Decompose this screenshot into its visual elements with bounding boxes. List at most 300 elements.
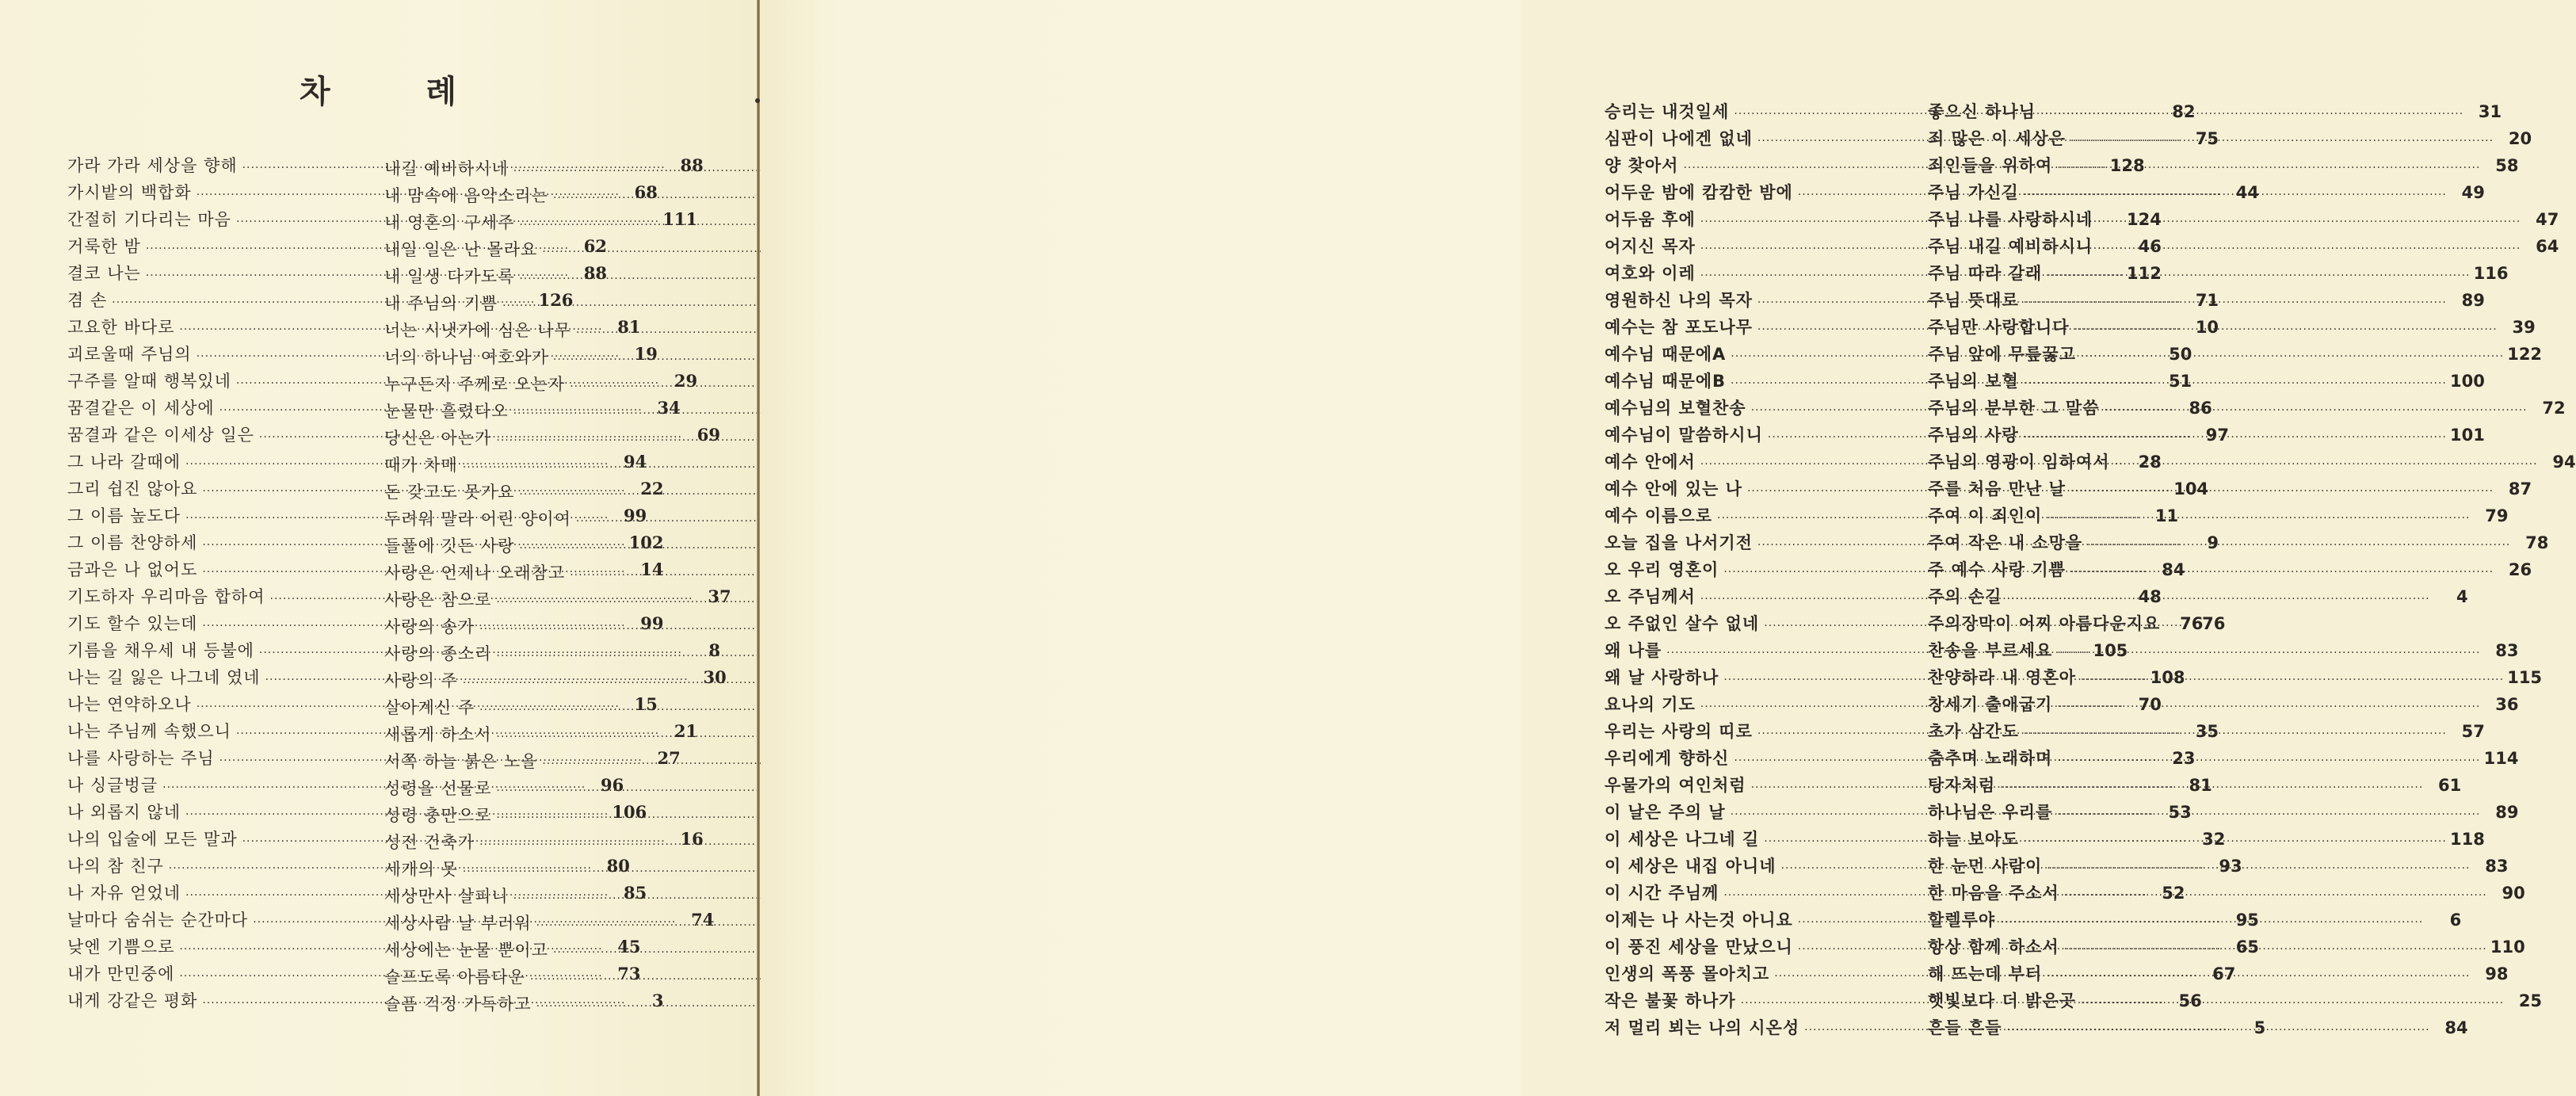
entry-title: 예수는 참 포도나무 xyxy=(1605,318,1753,337)
entry-page-number: 105 xyxy=(2093,641,2128,660)
entry-title: 꿈결과 같은 이세상 일은 xyxy=(67,426,254,445)
entry-title: 그 이름 찬양하세 xyxy=(67,533,198,552)
entry-page-number: 25 xyxy=(2518,991,2543,1010)
entry-title: 나의 참 친구 xyxy=(67,857,164,876)
toc-entry xyxy=(1928,233,2559,260)
entry-title: 구주를 알때 행복있네 xyxy=(67,372,231,391)
entry-title: 주님 나를 사랑하시네 xyxy=(1928,210,2093,229)
entry-page-number: 79 xyxy=(2485,506,2509,525)
dot-leader xyxy=(2006,1017,2429,1044)
dot-leader xyxy=(2081,666,2504,693)
entry-title: 돈 갖고도 못가요 xyxy=(384,483,515,502)
entry-page-number: 72 xyxy=(2542,399,2566,418)
entry-title: 오늘 집을 나서기전 xyxy=(1605,533,1753,552)
entry-title: 성령 충만으로 xyxy=(384,806,492,825)
entry-title: 슬프도록 아름다운 xyxy=(384,968,525,987)
entry-title: 나의 입술에 모든 말과 xyxy=(67,830,238,849)
entry-page-number: 126 xyxy=(538,290,574,310)
entry-title: 세개의 못 xyxy=(384,860,458,879)
entry-page-number: 75 xyxy=(2195,129,2219,148)
entry-title: 한 눈먼 사람이 xyxy=(1928,857,2043,876)
entry-page-number: 80 xyxy=(606,856,630,876)
toc-entry xyxy=(384,452,660,479)
entry-page-number: 53 xyxy=(2168,803,2192,822)
entry-page-number: 116 xyxy=(2473,264,2509,283)
dot-leader xyxy=(2057,747,2480,774)
entry-page-number: 68 xyxy=(634,182,658,202)
entry-title: 날마다 숨쉬는 순간마다 xyxy=(67,911,249,930)
entry-page-number: 86 xyxy=(2189,399,2212,418)
toc-entry xyxy=(1928,556,2532,583)
entry-title: 하늘 보아도 xyxy=(1928,830,2019,849)
toc-entry xyxy=(1928,664,2543,691)
toc-entry xyxy=(1928,691,2519,718)
entry-page-number: 6 xyxy=(2449,911,2462,930)
entry-page-number: 124 xyxy=(2127,210,2162,229)
entry-title: 두려워 말라 어린 양이여 xyxy=(384,510,571,529)
entry-title: 나 자유 얻었네 xyxy=(67,884,181,903)
entry-title: 한 마음을 주소서 xyxy=(1928,884,2059,903)
entry-page-number: 108 xyxy=(2150,668,2185,687)
entry-title: 저 멀리 뵈는 나의 시온성 xyxy=(1605,1018,1800,1037)
entry-page-number: 14 xyxy=(640,559,664,579)
entry-page-number: 76 xyxy=(2180,614,2204,633)
toc-entry xyxy=(384,371,660,398)
entry-title: 오 주님께서 xyxy=(1605,587,1696,606)
toc-entry xyxy=(1928,529,2549,556)
spine-mark xyxy=(755,98,760,103)
entry-title: 세상사람 날 부러워 xyxy=(384,914,532,933)
entry-title: 내일 일은 난 몰라요 xyxy=(384,240,538,259)
toc-entry xyxy=(384,182,660,209)
toc-entry xyxy=(1928,152,2519,179)
entry-title: 창세기 출애굽기 xyxy=(1928,695,2053,714)
entry-title: 주여 작은 내 소망을 xyxy=(1928,533,2083,552)
entry-title: 너의 하나님 여호와가 xyxy=(384,348,548,367)
dot-leader xyxy=(2097,235,2521,262)
toc-entry xyxy=(1928,987,2543,1014)
entry-title: 나는 연약하오나 xyxy=(67,695,192,714)
entry-title: 가라 가라 세상을 향해 xyxy=(67,156,238,175)
dot-leader xyxy=(2024,720,2447,747)
toc-entry xyxy=(1928,341,2543,368)
dot-leader xyxy=(2114,451,2537,478)
entry-page-number: 23 xyxy=(2172,749,2196,768)
toc-entry xyxy=(384,883,660,910)
entry-title: 사랑의 송가 xyxy=(384,617,475,636)
entry-title: 사랑은 언제나 오래참고 xyxy=(384,563,566,582)
entry-page-number: 89 xyxy=(2495,803,2519,822)
entry-title: 이 시간 주님께 xyxy=(1605,884,1719,903)
entry-page-number: 34 xyxy=(657,398,681,418)
entry-page-number: 99 xyxy=(623,506,647,525)
entry-page-number: 28 xyxy=(2138,453,2162,472)
entry-title: 당신은 아는가 xyxy=(384,429,492,448)
dot-leader xyxy=(2105,397,2528,424)
dot-leader xyxy=(2057,155,2480,181)
entry-title: 어두운 밤에 캄캄한 밤에 xyxy=(1605,183,1793,202)
toc-entry xyxy=(384,937,660,964)
entry-title: 서쪽 하늘 붉은 노을 xyxy=(384,752,538,771)
toc-entry xyxy=(384,425,660,452)
book-spine xyxy=(757,0,760,1096)
entry-page-number: 46 xyxy=(2138,237,2162,256)
dot-leader xyxy=(2047,855,2470,882)
entry-page-number: 52 xyxy=(2162,884,2185,903)
entry-title: 나는 길 잃은 나그네 였네 xyxy=(67,668,261,687)
toc-column-2 xyxy=(384,155,660,1018)
toc-entry xyxy=(1928,637,2519,664)
toc-entry xyxy=(1928,475,2532,502)
entry-page-number: 64 xyxy=(2536,237,2559,256)
entry-title: 성령을 선물로 xyxy=(384,779,492,798)
dot-leader xyxy=(2047,505,2470,532)
entry-page-number: 100 xyxy=(2450,372,2485,391)
dot-leader xyxy=(2047,963,2470,990)
entry-page-number: 70 xyxy=(2138,695,2162,714)
dot-leader xyxy=(2087,532,2510,559)
entry-page-number: 88 xyxy=(680,155,704,175)
entry-page-number: 3 xyxy=(651,991,664,1010)
entry-page-number: 112 xyxy=(2127,264,2162,283)
toc-entry xyxy=(384,398,660,425)
entry-page-number: 30 xyxy=(703,667,727,687)
entry-page-number: 93 xyxy=(2219,857,2242,876)
entry-page-number: 78 xyxy=(2525,533,2549,552)
entry-page-number: 10 xyxy=(2195,318,2219,337)
entry-page-number: 101 xyxy=(2450,426,2485,445)
entry-title: 내길 예비하시네 xyxy=(384,159,509,178)
entry-title: 하나님은 우리를 xyxy=(1928,803,2053,822)
entry-title: 이 세상은 나그네 길 xyxy=(1605,830,1760,849)
entry-page-number: 29 xyxy=(674,371,698,391)
entry-page-number: 57 xyxy=(2461,722,2485,741)
dot-leader xyxy=(2024,370,2447,397)
toc-entry xyxy=(1928,206,2559,233)
entry-page-number: 81 xyxy=(617,317,641,337)
entry-title: 내 주님의 기쁨 xyxy=(384,294,498,313)
entry-title: 세상만사 살피니 xyxy=(384,887,509,906)
entry-page-number: 35 xyxy=(2195,722,2219,741)
entry-title: 인생의 폭풍 몰아치고 xyxy=(1605,964,1770,983)
entry-page-number: 62 xyxy=(583,236,607,256)
entry-page-number: 5 xyxy=(2254,1018,2266,1037)
entry-title: 오 주없인 살수 없네 xyxy=(1605,614,1760,633)
entry-page-number: 104 xyxy=(2173,479,2209,498)
entry-title: 주의장막이 어찌 아름다운지요 xyxy=(1928,614,2161,633)
entry-title: 기름을 채우세 내 등불에 xyxy=(67,641,254,660)
entry-page-number: 51 xyxy=(2168,372,2192,391)
entry-title: 탕자처럼 xyxy=(1928,776,1996,795)
entry-page-number: 81 xyxy=(2189,776,2212,795)
entry-title: 주님의 영광이 임하여서 xyxy=(1928,453,2110,472)
entry-title: 양 찾아서 xyxy=(1605,156,1679,175)
toc-entry xyxy=(1928,799,2519,826)
entry-page-number: 96 xyxy=(601,775,624,795)
entry-title: 나 외롭지 않네 xyxy=(67,803,181,822)
toc-entry xyxy=(384,910,660,937)
entry-title: 주 예수 사랑 기쁨 xyxy=(1928,560,2066,579)
entry-title: 내 맘속에 음악소리는 xyxy=(384,186,548,205)
entry-page-number: 128 xyxy=(2109,156,2145,175)
dot-leader xyxy=(2097,208,2521,235)
entry-title: 때가 차매 xyxy=(384,456,458,475)
entry-title: 주님의 분부한 그 말씀 xyxy=(1928,399,2100,418)
toc-entry xyxy=(1928,502,2509,529)
entry-title: 들풀에 깃든 사랑 xyxy=(384,537,515,556)
entry-page-number: 50 xyxy=(2169,345,2192,364)
toc-entry xyxy=(1928,583,2468,610)
entry-page-number: 47 xyxy=(2536,210,2559,229)
dot-leader xyxy=(2000,909,2423,936)
entry-page-number: 95 xyxy=(2235,911,2259,930)
entry-page-number: 56 xyxy=(2178,991,2202,1010)
entry-title: 그 나라 갈때에 xyxy=(67,453,181,472)
entry-page-number: 118 xyxy=(2450,830,2485,849)
dot-leader xyxy=(2024,289,2447,316)
toc-entry xyxy=(384,667,660,694)
toc-entry xyxy=(384,559,660,586)
entry-page-number: 110 xyxy=(2490,938,2525,957)
entry-title: 낮엔 기쁨으로 xyxy=(67,938,175,957)
entry-title: 성전 건축가 xyxy=(384,833,475,852)
toc-entry xyxy=(1928,1014,2468,1041)
entry-title: 간절히 기다리는 마음 xyxy=(67,210,231,229)
toc-entry xyxy=(1928,260,2509,287)
entry-page-number: 20 xyxy=(2508,129,2532,148)
toc-entry xyxy=(384,290,660,317)
title-char-1: 차 xyxy=(300,74,332,110)
dot-leader xyxy=(2000,774,2423,801)
entry-title: 주님 내길 예비하시니 xyxy=(1928,237,2093,256)
entry-title: 춤추며 노래하며 xyxy=(1928,749,2053,768)
dot-leader xyxy=(2070,559,2494,586)
entry-page-number: 58 xyxy=(2495,156,2519,175)
dot-leader xyxy=(2064,882,2487,909)
entry-page-number: 90 xyxy=(2502,884,2525,903)
toc-entry xyxy=(384,829,660,856)
entry-title: 우리는 사랑의 띠로 xyxy=(1605,722,1753,741)
entry-title: 가시밭의 백합화 xyxy=(67,183,192,202)
toc-entry xyxy=(384,640,660,667)
entry-title: 그리 쉽진 않아요 xyxy=(67,479,198,498)
toc-entry xyxy=(384,479,660,506)
entry-page-number: 27 xyxy=(657,748,681,768)
entry-title: 사랑의 주 xyxy=(384,671,458,690)
entry-title: 어두움 후에 xyxy=(1605,210,1696,229)
entry-title: 주님만 사랑합니다 xyxy=(1928,318,2070,337)
entry-title: 초가 삼간도 xyxy=(1928,722,2019,741)
entry-title: 사랑의 종소리 xyxy=(384,644,492,663)
entry-title: 슬픔 걱정 가득하고 xyxy=(384,995,532,1014)
toc-entry xyxy=(384,964,660,991)
entry-title: 요나의 기도 xyxy=(1605,695,1696,714)
entry-title: 흔들 흔들 xyxy=(1928,1018,2002,1037)
entry-title: 예수 안에 있는 나 xyxy=(1605,479,1742,498)
entry-page-number: 94 xyxy=(623,452,647,472)
entry-page-number: 31 xyxy=(2478,102,2502,121)
entry-title: 세상에는 눈물 뿐이고 xyxy=(384,941,548,960)
entry-page-number: 9 xyxy=(2207,533,2219,552)
left-page xyxy=(0,0,758,1096)
dot-leader xyxy=(2070,478,2494,505)
entry-title: 왜 날 사랑하나 xyxy=(1605,668,1719,687)
entry-title: 여호와 이레 xyxy=(1605,264,1696,283)
entry-title: 그 이름 높도다 xyxy=(67,506,181,525)
dot-leader xyxy=(2074,316,2498,343)
dot-leader xyxy=(2081,343,2504,370)
dot-leader xyxy=(2024,181,2447,208)
entry-title: 나 싱글벙글 xyxy=(67,776,158,795)
entry-title: 이 풍진 세상을 만났으니 xyxy=(1605,938,1793,957)
entry-page-number: 49 xyxy=(2461,183,2485,202)
entry-title: 주님 뜻대로 xyxy=(1928,291,2019,310)
dot-leader xyxy=(2006,586,2429,613)
toc-entry xyxy=(384,344,660,371)
entry-page-number: 94 xyxy=(2552,453,2576,472)
entry-page-number: 89 xyxy=(2461,291,2485,310)
dot-leader xyxy=(2057,801,2480,828)
entry-page-number: 99 xyxy=(640,613,664,633)
entry-title: 내가 만민중에 xyxy=(67,964,175,983)
dot-leader xyxy=(2070,128,2494,155)
entry-title: 주님 가신길 xyxy=(1928,183,2019,202)
toc-entry xyxy=(384,991,660,1018)
entry-page-number: 22 xyxy=(640,479,664,498)
entry-title: 주님 앞에 무릎꿇고 xyxy=(1928,345,2076,364)
entry-page-number: 83 xyxy=(2485,857,2509,876)
entry-title: 나를 사랑하는 주님 xyxy=(67,749,215,768)
entry-title: 기도 할수 있는데 xyxy=(67,614,198,633)
entry-page-number: 37 xyxy=(708,586,731,606)
entry-page-number: 122 xyxy=(2507,345,2543,364)
entry-title: 어지신 목자 xyxy=(1605,237,1696,256)
entry-title: 작은 불꽃 하나가 xyxy=(1605,991,1736,1010)
entry-page-number: 16 xyxy=(680,829,704,849)
entry-page-number: 88 xyxy=(583,263,607,283)
toc-entry xyxy=(384,263,660,290)
toc-entry xyxy=(384,155,660,182)
entry-page-number: 111 xyxy=(662,209,698,229)
toc-entry xyxy=(1928,745,2519,772)
entry-page-number: 87 xyxy=(2508,479,2532,498)
dot-leader xyxy=(2057,640,2480,666)
toc-entry xyxy=(384,802,660,829)
toc-entry xyxy=(384,317,660,344)
entry-title: 오 우리 영혼이 xyxy=(1605,560,1719,579)
dot-leader xyxy=(2064,936,2487,963)
toc-entry xyxy=(384,533,660,559)
entry-title: 사랑은 참으로 xyxy=(384,590,492,609)
entry-title: 우물가의 여인처럼 xyxy=(1605,776,1746,795)
dot-leader xyxy=(2024,424,2447,451)
dot-leader xyxy=(2047,262,2470,289)
entry-page-number: 98 xyxy=(2485,964,2509,983)
entry-page-number: 73 xyxy=(617,964,641,983)
entry-page-number: 97 xyxy=(2205,426,2230,445)
entry-title: 너는 시냇가에 심은 나무 xyxy=(384,321,571,340)
entry-page-number: 83 xyxy=(2495,641,2519,660)
entry-title: 주의 손길 xyxy=(1928,587,2002,606)
dot-leader xyxy=(2024,828,2447,855)
entry-title: 예수님 때문에A xyxy=(1605,345,1727,364)
page-title xyxy=(300,67,458,112)
entry-page-number: 21 xyxy=(674,721,698,741)
entry-title: 살아계신 주 xyxy=(384,698,475,717)
entry-page-number: 74 xyxy=(691,910,715,930)
entry-title: 햇빛보다 더 밝은곳 xyxy=(1928,991,2076,1010)
toc-entry xyxy=(384,748,660,775)
entry-page-number: 26 xyxy=(2508,560,2532,579)
entry-title: 좋으신 하나님 xyxy=(1928,102,2036,121)
entry-title: 이제는 나 사는것 아니요 xyxy=(1605,911,1793,930)
entry-title: 주를 처음 만난 날 xyxy=(1928,479,2066,498)
entry-title: 고요한 바다로 xyxy=(67,318,175,337)
entry-page-number: 32 xyxy=(2202,830,2226,849)
toc-entry xyxy=(1928,368,2485,395)
toc-entry xyxy=(384,506,660,533)
entry-title: 나는 주님께 속했으니 xyxy=(67,722,231,741)
entry-title: 할렐루야 xyxy=(1928,911,1996,930)
entry-title: 찬송을 부르세요 xyxy=(1928,641,2053,660)
entry-title: 결코 나는 xyxy=(67,264,141,283)
dot-leader xyxy=(2081,990,2504,1017)
entry-title: 심판이 나에겐 없네 xyxy=(1605,129,1753,148)
entry-title: 내 영혼의 구세주 xyxy=(384,213,515,232)
entry-page-number: 15 xyxy=(634,694,658,714)
entry-title: 주여 이 죄인이 xyxy=(1928,506,2043,525)
entry-title: 죄인들을 위하여 xyxy=(1928,156,2053,175)
entry-title: 누구든지 주께로 오는자 xyxy=(384,375,566,394)
entry-page-number: 39 xyxy=(2512,318,2536,337)
entry-title: 예수 안에서 xyxy=(1605,453,1696,472)
entry-title: 왜 나를 xyxy=(1605,641,1662,660)
entry-title: 이 세상은 내집 아니네 xyxy=(1605,857,1776,876)
entry-title: 예수님 때문에B xyxy=(1605,372,1727,391)
entry-title: 기도하자 우리마음 합하여 xyxy=(67,587,265,606)
entry-page-number: 11 xyxy=(2154,506,2179,525)
entry-title: 겸 손 xyxy=(67,291,108,310)
toc-entry xyxy=(384,721,660,748)
entry-title: 항상 함께 하소서 xyxy=(1928,938,2059,957)
dot-leader xyxy=(2057,693,2480,720)
toc-entry xyxy=(1928,772,2462,799)
entry-page-number: 67 xyxy=(2212,964,2236,983)
entry-page-number: 71 xyxy=(2195,291,2219,310)
entry-title: 예수 이름으로 xyxy=(1605,506,1713,525)
entry-title: 거룩한 밤 xyxy=(67,237,141,256)
entry-page-number: 85 xyxy=(623,883,647,903)
right-page xyxy=(761,0,2576,1096)
entry-title: 주님 따라 갈래 xyxy=(1928,264,2043,283)
entry-page-number: 4 xyxy=(2456,587,2468,606)
toc-entry xyxy=(1928,449,2576,475)
title-char-2: 례 xyxy=(426,74,458,110)
toc-entry xyxy=(384,694,660,721)
entry-title: 승리는 내것일세 xyxy=(1605,102,1730,121)
entry-page-number: 76 xyxy=(2202,614,2226,633)
toc-entry xyxy=(384,856,660,883)
entry-page-number: 106 xyxy=(612,802,647,822)
entry-title: 이 날은 주의 날 xyxy=(1605,803,1726,822)
entry-title: 영원하신 나의 목자 xyxy=(1605,291,1753,310)
entry-page-number: 44 xyxy=(2235,183,2259,202)
entry-page-number: 19 xyxy=(634,344,658,364)
entry-page-number: 8 xyxy=(708,640,721,660)
entry-title: 우리에게 향하신 xyxy=(1605,749,1730,768)
toc-entry xyxy=(1928,610,2203,637)
dot-leader xyxy=(2040,101,2463,128)
